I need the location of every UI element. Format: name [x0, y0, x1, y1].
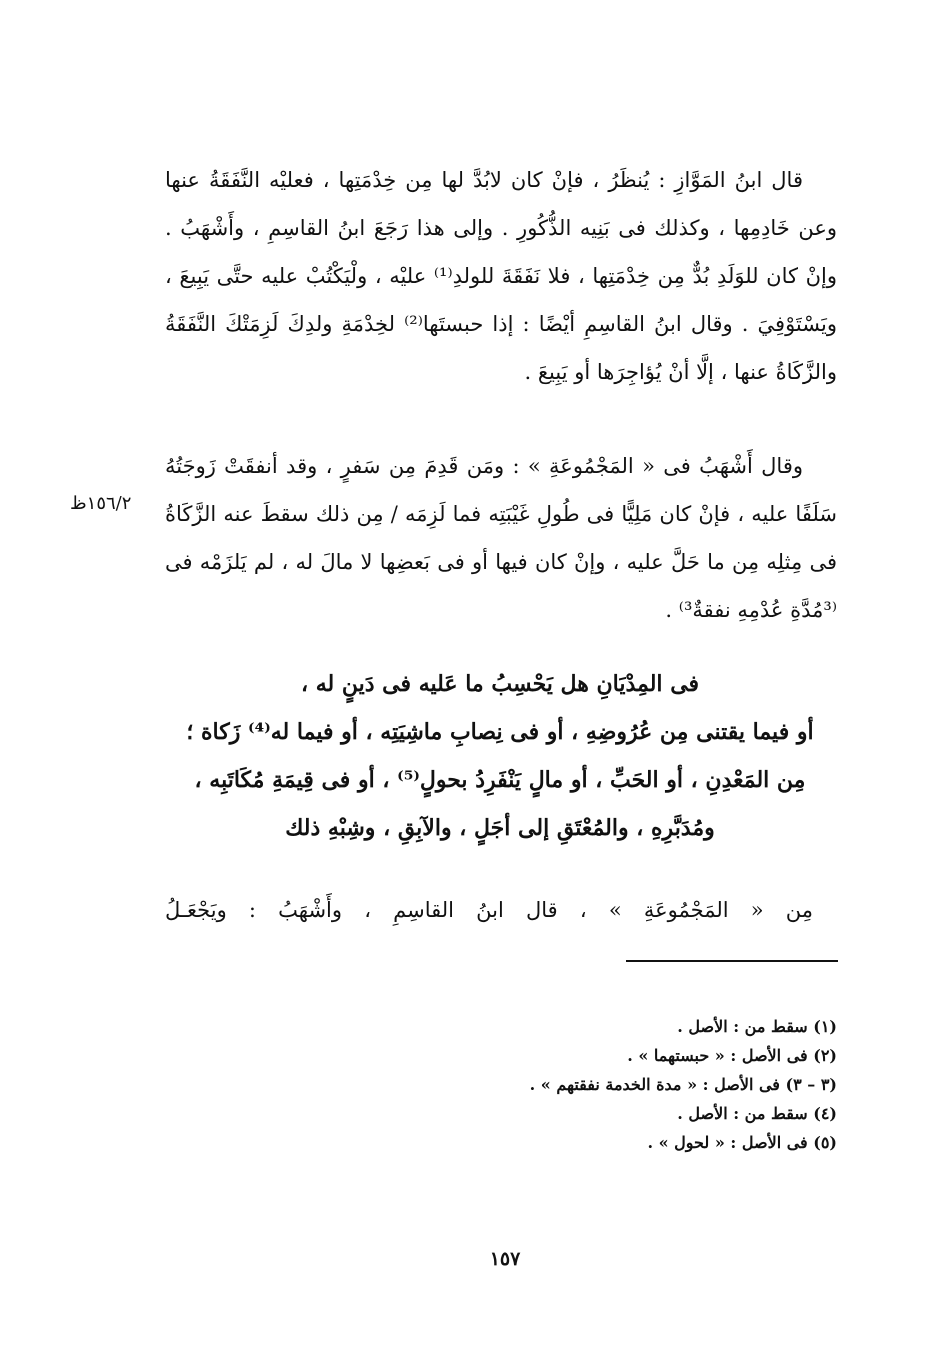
- footnote: (٥) فى الأصل : « لحول » .: [647, 1133, 837, 1152]
- heading-line: مِن المَعْدِنِ ، أو الحَبِّ ، أو مالٍ يَنْفَرِدُ بحولٍ⁽⁵⁾ ، أو فى قِيمَةِ مُكَاتَبِه ،: [194, 767, 806, 793]
- footnote: (٣ – ٣) فى الأصل : « مدة الخدمة نفقتهم » .: [529, 1075, 837, 1094]
- footnote: (٤) سقط من : الأصل .: [677, 1104, 837, 1123]
- heading-line: ومُدَبَّرِهِ ، والمُعْتَقِ إلى أجَلٍ ، والآبِقِ ، وشِبْهِ ذلك: [285, 815, 715, 841]
- section-heading: [160, 660, 840, 852]
- footnote: (١) سقط من : الأصل .: [677, 1017, 837, 1036]
- footnote: (٢) فى الأصل : « حبستهما » .: [627, 1046, 837, 1065]
- paragraph-text: وقال أَشْهَبُ فى « المَجْمُوعَةِ » : ومَن قَدِمَ مِن سَفرٍ ، وقد أنفقَتْ زَوجَتُهُ سَلَفًا عليه ، فإنْ كان مَلِيًّا فى طُولِ غَيْبَتِه فما لَزِمَه / مِن ذلك سقطَ عنه الزَّكَاةُ فى مِثلِه مِن ما حَلَّ عليه ، وإنْ كان فيها أو فى بَعضِها لا مالَ له ، لم يَلزَمْه فى ⁽³مُدَّةِ عُدْمِهِ نفقةٌ³⁾ .: [165, 454, 837, 622]
- paragraph-text: مِن « المَجْمُوعَةِ » ، قال ابنُ القاسِمِ ، وأَشْهَبُ : ويَجْعَـلُ: [165, 898, 813, 922]
- footnote-divider: [626, 960, 838, 962]
- body-paragraph-1: [165, 156, 837, 396]
- manuscript-folio-marker: ١٥٦/٢ظ: [70, 493, 132, 514]
- footnotes: [317, 1012, 837, 1157]
- heading-line: فى المِدْيَانِ هل يَحْسِبُ ما عَليه فى دَينٍ له ،: [300, 671, 700, 697]
- body-paragraph-2: [165, 442, 837, 634]
- page-number: ١٥٧: [489, 1248, 521, 1270]
- paragraph-text: قال ابنُ المَوَّازِ : يُنظَرُ ، فإنْ كان لابُدَّ لها مِن خِدْمَتِها ، فعليْه النَّفَقَةُ عنها وعن خَادِمِها ، وكذلك فى بَنِيه الذُّكُورِ . وإلى هذا رَجَعَ ابنُ القاسِمِ ، وأَشْهَبُ . وإنْ كان للوَلَدِ بُدٌّ مِن خِدْمَتِها ، فلا نَفَقَةَ للولدِ⁽¹⁾ عليْه ، ولْيَكْتُبْ عليه حتَّى يَبِيعَ ، ويَسْتَوْفِيَ . وقال ابنُ القاسِمِ أيْضًا : إذا حبستَها⁽²⁾ لخِدْمَةِ ولدِكَ لَزِمَتْكَ النَّفَقَةُ والزَّكَاةُ عنها ، إلَّا أنْ يُؤاجِرَها أو يَبِيعَ .: [165, 168, 837, 384]
- heading-line: أو فيما يقتنى مِن عُرُوضِهِ ، أو فى نِصابِ ماشِيَتِه ، أو فيما له⁽⁴⁾ زَكاة ؛: [186, 719, 814, 745]
- body-paragraph-3: [165, 886, 837, 934]
